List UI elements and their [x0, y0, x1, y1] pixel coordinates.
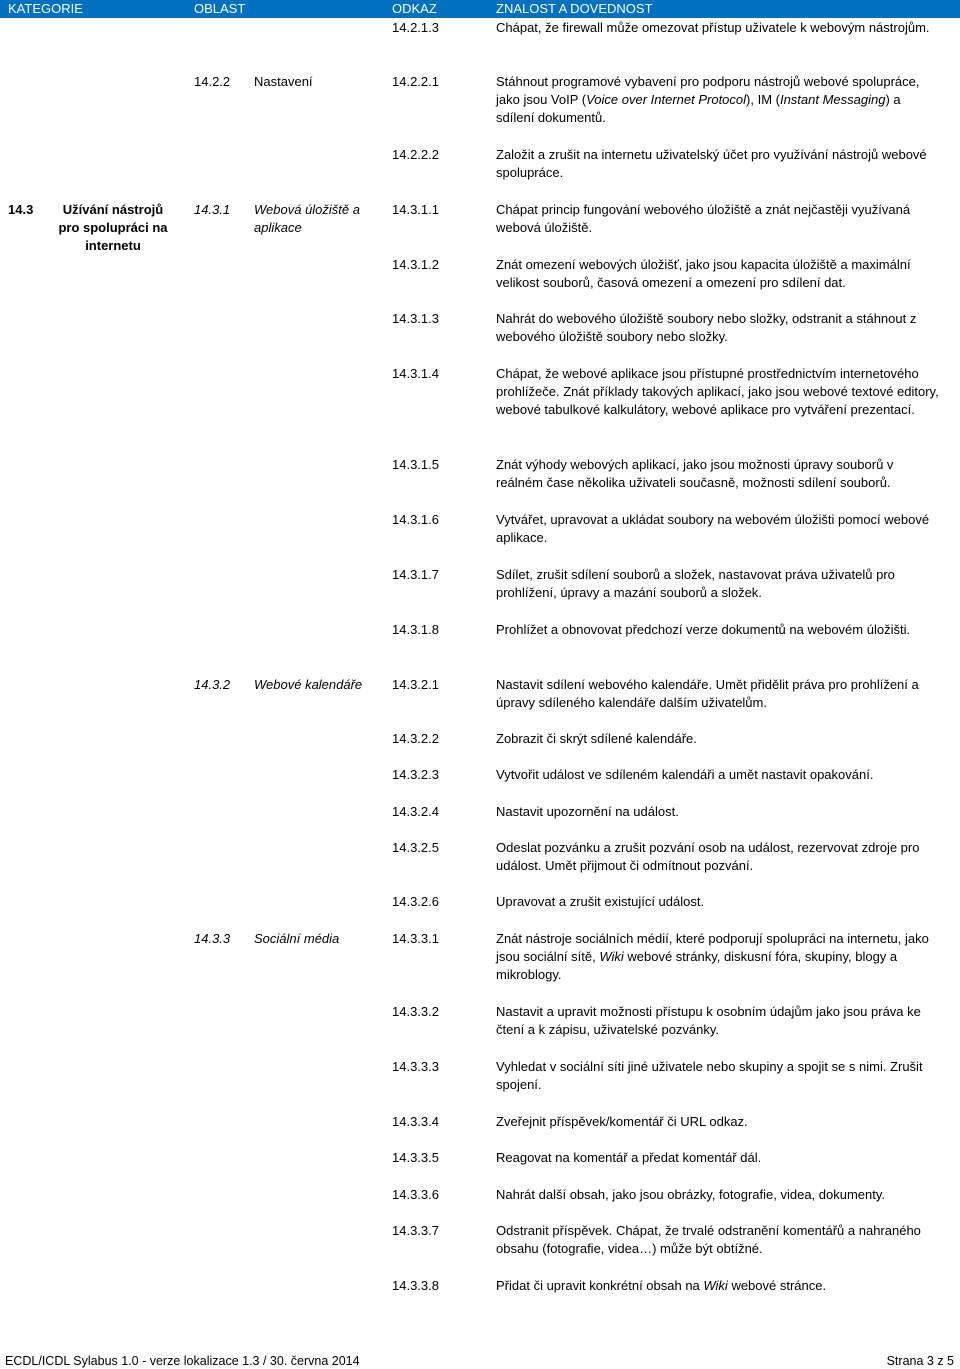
- row-desc: Nastavit sdílení webového kalendáře. Umět přidělit práva pro prohlížení a úpravy sdíleného kalendáře dalším uživatelům.: [496, 677, 919, 711]
- row-desc: Upravovat a zrušit existující událost.: [496, 894, 705, 909]
- category-number: 14.3: [8, 202, 34, 217]
- row-desc: Odstranit příspěvek. Chápat, že trvalé odstranění komentářů a nahraného obsahu (fotografie, videa…) může být obtížné.: [496, 1223, 921, 1257]
- header-kategorie: KATEGORIE: [8, 1, 83, 16]
- row-ref: 14.3.3.5: [392, 1150, 439, 1165]
- row-ref: 14.3.3.6: [392, 1187, 439, 1202]
- row-desc: Znát nástroje sociálních médií, které podporují spolupráci na internetu, jako jsou sociální sítě, Wiki webové stránky, diskusní fóra, skupiny, blogy a mikroblogy.: [496, 931, 929, 983]
- row-ref: 14.3.3.8: [392, 1278, 439, 1293]
- footer-left: ECDL/ICDL Sylabus 1.0 - verze lokalizace 1.3 / 30. června 2014: [5, 1354, 360, 1368]
- row-desc: Stáhnout programové vybavení pro podporu nástrojů webové spolupráce, jako jsou VoIP (Voice over Internet Protocol), IM (Instant Messaging) a sdílení dokumentů.: [496, 74, 920, 126]
- row-desc: Nastavit a upravit možnosti přístupu k osobním údajům jako jsou práva ke čtení a k zápisu, uživatelské pozvánky.: [496, 1004, 921, 1038]
- row-ref: 14.3.1.5: [392, 457, 439, 472]
- row-ref: 14.2.2.2: [392, 147, 439, 162]
- header-odkaz: ODKAZ: [392, 1, 437, 16]
- row-ref: 14.3.1.2: [392, 257, 439, 272]
- row-desc: Přidat či upravit konkrétní obsah na Wiki webové stránce.: [496, 1278, 827, 1293]
- row-desc: Nahrát do webového úložiště soubory nebo složky, odstranit a stáhnout z webového úložiště soubory nebo složky.: [496, 311, 917, 345]
- row-desc: Znát omezení webových úložišť, jako jsou kapacita úložiště a maximální velikost souborů, časová omezení a omezení pro sdílení dat.: [496, 257, 911, 291]
- category-name: Užívání nástrojů pro spolupráci na internetu: [58, 202, 168, 254]
- row-desc: Odeslat pozvánku a zrušit pozvání osob na událost, rezervovat zdroje pro událost. Umět přijmout či odmítnout pozvání.: [496, 840, 920, 874]
- table-header: [0, 0, 960, 18]
- row-ref: 14.2.1.3: [392, 20, 439, 35]
- row-ref: 14.3.1.3: [392, 311, 439, 326]
- row-ref: 14.3.3.4: [392, 1114, 439, 1129]
- row-ref: 14.3.3.2: [392, 1004, 439, 1019]
- row-ref: 14.3.1.6: [392, 512, 439, 527]
- row-desc: Vyhledat v sociální síti jiné uživatele nebo skupiny a spojit se s nimi. Zrušit spojení.: [496, 1059, 923, 1093]
- row-desc: Chápat, že firewall může omezovat přístup uživatele k webovým nástrojům.: [496, 20, 930, 35]
- row-ref: 14.3.2.3: [392, 767, 439, 782]
- row-desc: Zobrazit či skrýt sdílené kalendáře.: [496, 731, 697, 746]
- row-ref: 14.3.2.2: [392, 731, 439, 746]
- row-desc: Znát výhody webových aplikací, jako jsou možnosti úpravy souborů v reálném čase několika uživateli současně, možnosti sdílení souborů.: [496, 457, 894, 491]
- area-number: 14.3.2: [194, 677, 231, 692]
- row-desc: Chápat princip fungování webového úložiště a znát nejčastěji využívaná webová úložiště.: [496, 202, 911, 236]
- row-ref: 14.3.2.5: [392, 840, 439, 855]
- area-name: Webové kalendáře: [254, 677, 363, 692]
- row-ref: 14.3.1.7: [392, 567, 439, 582]
- row-desc: Nahrát další obsah, jako jsou obrázky, fotografie, videa, dokumenty.: [496, 1187, 886, 1202]
- row-ref: 14.3.2.4: [392, 804, 439, 819]
- area-name: Nastavení: [254, 74, 313, 89]
- row-ref: 14.3.3.1: [392, 931, 439, 946]
- row-ref: 14.3.1.1: [392, 202, 439, 217]
- row-ref: 14.2.2.1: [392, 74, 439, 89]
- header-oblast: OBLAST: [194, 1, 246, 16]
- row-desc: Reagovat na komentář a předat komentář dál.: [496, 1150, 762, 1165]
- row-desc: Vytvářet, upravovat a ukládat soubory na webovém úložišti pomocí webové aplikace.: [496, 512, 930, 546]
- row-desc: Prohlížet a obnovovat předchozí verze dokumentů na webovém úložišti.: [496, 622, 911, 637]
- area-name: Sociální média: [254, 931, 340, 946]
- row-desc: Nastavit upozornění na událost.: [496, 804, 679, 819]
- row-ref: 14.3.2.6: [392, 894, 439, 909]
- row-ref: 14.3.1.8: [392, 622, 439, 637]
- row-ref: 14.3.3.3: [392, 1059, 439, 1074]
- area-name: Webová úložiště a aplikace: [254, 202, 360, 236]
- row-ref: 14.3.2.1: [392, 677, 439, 692]
- row-desc: Zveřejnit příspěvek/komentář či URL odkaz.: [496, 1114, 748, 1129]
- area-number: 14.3.1: [194, 202, 231, 217]
- area-number: 14.2.2: [194, 74, 231, 89]
- row-ref: 14.3.3.7: [392, 1223, 439, 1238]
- row-desc: Vytvořit událost ve sdíleném kalendáři a umět nastavit opakování.: [496, 767, 874, 782]
- row-desc: Chápat, že webové aplikace jsou přístupné prostřednictvím internetového prohlížeče. Znát příklady takových aplikací, jako jsou webové textové editory, webové tabulkové kalkulátory, webové aplikace pro vytváření prezentací.: [496, 366, 939, 418]
- header-znalost: ZNALOST A DOVEDNOST: [496, 1, 653, 16]
- area-number: 14.3.3: [194, 931, 231, 946]
- row-desc: Sdílet, zrušit sdílení souborů a složek, nastavovat práva uživatelů pro prohlížení, úpravy a mazání souborů a složek.: [496, 567, 895, 601]
- row-desc: Založit a zrušit na internetu uživatelský účet pro využívání nástrojů webové spolupráce.: [496, 147, 927, 181]
- footer-page: Strana 3 z 5: [886, 1354, 954, 1368]
- row-ref: 14.3.1.4: [392, 366, 439, 381]
